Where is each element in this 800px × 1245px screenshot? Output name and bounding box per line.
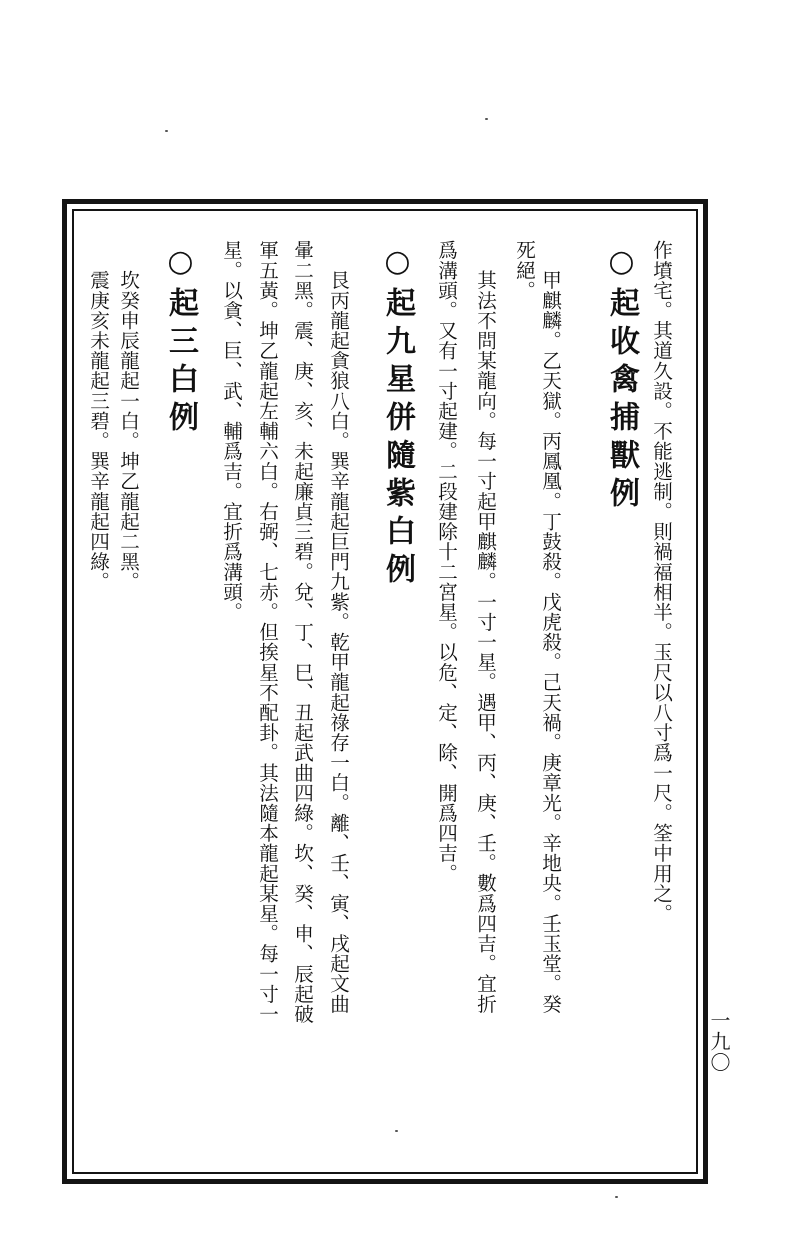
text-column-13: 坎癸申辰龍起一白。坤乙龍起二黑。 xyxy=(116,270,140,592)
text-column-9: 暈二黑。震、庚、亥、未起廉貞三碧。兌、丁、巳、丑起武曲四綠。坎、癸、申、辰起破 xyxy=(290,240,314,1024)
text-column-11: 星。以貪、巨、武、輔爲吉。宜折爲溝頭。 xyxy=(219,240,243,622)
scan-speck xyxy=(615,1196,618,1198)
text-column-8: 艮丙龍起貪狼八白。巽辛龍起巨門九紫。乾甲龍起祿存一白。離、壬、寅、戌起文曲 xyxy=(326,270,350,1014)
text-column-10: 軍五黃。坤乙龍起左輔六白。右弼、七赤。但挨星不配卦。其法隨本龍起某星。每一寸一 xyxy=(255,240,279,1024)
scan-speck xyxy=(395,1130,398,1132)
page-number: 一九〇 xyxy=(707,1010,731,1073)
text-column-14: 震庚亥未龍起三碧。巽辛龍起四綠。 xyxy=(86,270,110,592)
scan-speck xyxy=(485,118,488,120)
text-column-1: 作墳宅。其道久設。不能逃制。則禍福相半。玉尺以八寸爲一尺。筌中用之。 xyxy=(649,240,673,924)
text-column-6: 爲溝頭。又有一寸起建。二段建除十二宮星。以危、定、除、開爲四吉。 xyxy=(434,240,458,884)
scan-speck xyxy=(165,130,168,132)
text-column-3: 甲麒麟。乙天獄。丙鳳凰。丁鼓殺。戊虎殺。己天禍。庚章光。辛地央。壬玉堂。癸 xyxy=(538,270,562,1014)
heading-jiu-xing-zi-bai: ○起九星併隨紫白例 xyxy=(380,244,415,591)
text-column-4: 死絕。 xyxy=(512,240,536,301)
heading-san-bai: ○起三白例 xyxy=(163,244,198,439)
heading-shou-qin-bu-shou: ○起收禽捕獸例 xyxy=(604,244,639,515)
text-column-5: 其法不問某龍向。每一寸起甲麒麟。一寸一星。遇甲、丙、庚、壬。數爲四吉。宜折 xyxy=(473,270,497,1014)
